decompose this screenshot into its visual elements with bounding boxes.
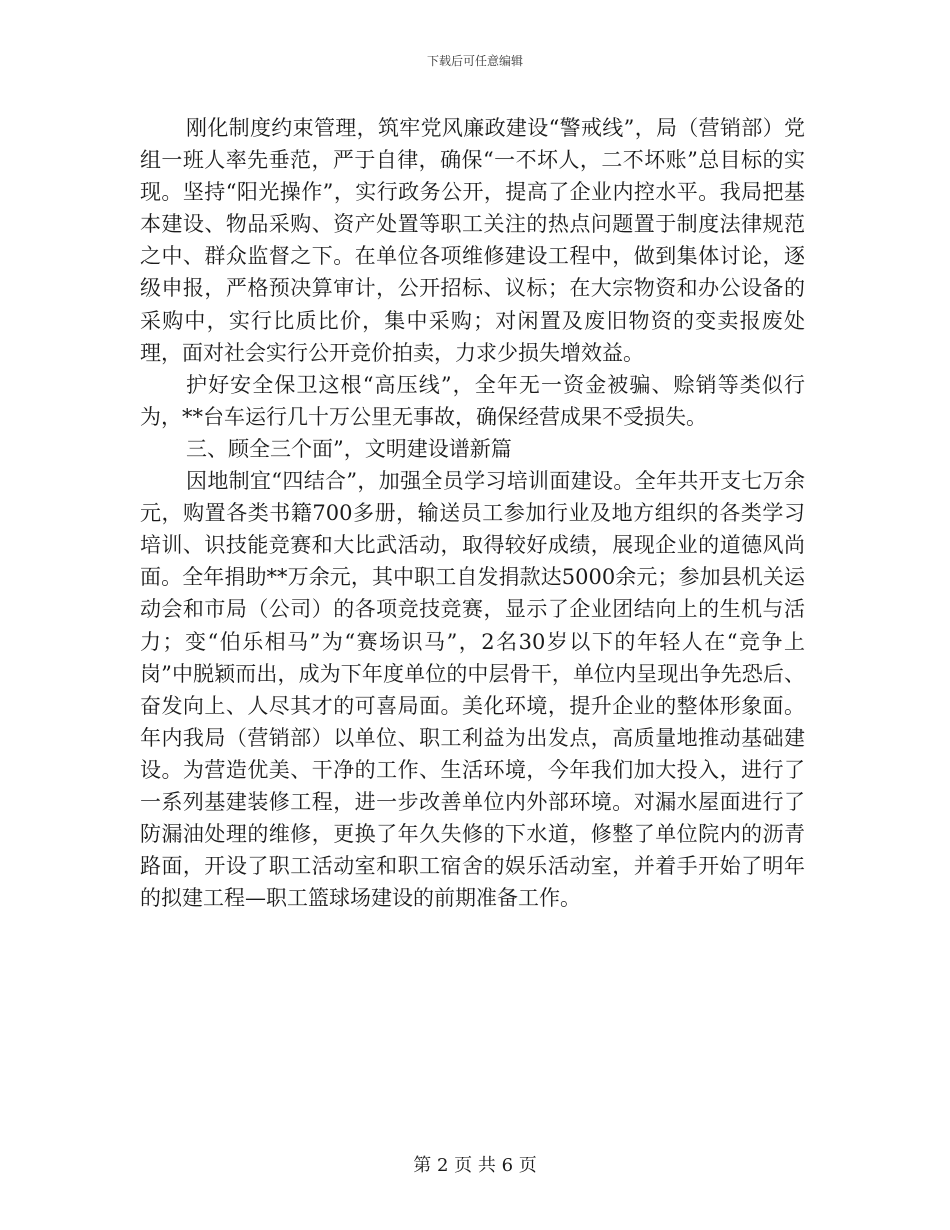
paragraph-civilization: 因地制宜“四结合”，加强全员学习培训面建设。全年共开支七万余元，购置各类书籍700多册，输送员工参加行业及地方组织的各类学习培训、识技能竞赛和大比武活动，取得较好成绩，展现企业的道德风尚面。全年捐助**万余元，其中职工自发捐款达5000余元；参加县机关运动会和市局（公司）的各项竞技竞赛，显示了企业团结向上的生机与活力；变“伯乐相马”为“赛场识马”，2名30岁以下的年轻人在“竞争上岗”中脱颖而出，成为下年度单位的中层骨干，单位内呈现出争先恐后、奋发向上、人尽其才的可喜局面。美化环境，提升企业的整体形象面。年内我局（营销部）以单位、职工利益为出发点，高质量地推动基础建设。为营造优美、干净的工作、生活环境，今年我们加大投入，进行了一系列基建装修工程，进一步改善单位内外部环境。对漏水屋面进行了防漏油处理的维修，更换了年久失修的下水道，修整了单位院内的沥青路面，开设了职工活动室和职工宿舍的娱乐活动室，并着手开始了明年的拟建工程—职工篮球场建设的前期准备工作。 (140, 469, 805, 911)
page-number-footer: 第 2 页 共 6 页 (413, 1155, 537, 1176)
page-header-note: 下载后可任意编辑 (426, 54, 523, 68)
paragraph-discipline: 刚化制度约束管理，筑牢党风廉政建设“警戒线”，局（营销部）党组一班人率先垂范，严于自律，确保“一不坏人，二不坏账”总目标的实现。坚持“阳光操作”，实行政务公开，提高了企业内控水平。我局把基本建设、物品采购、资产处置等职工关注的热点问题置于制度法律规范之中、群众监督之下。在单位各项维修建设工程中，做到集体讨论，逐级申报，严格预决算审计，公开招标、议标；在大宗物资和办公设备的采购中，实行比质比价，集中采购；对闲置及废旧物资的变卖报废处理，面对社会实行公开竞价拍卖，力求少损失增效益。 (140, 116, 805, 365)
section-heading-three: 三、顾全三个面”，文明建设谱新篇 (186, 436, 512, 461)
document-body (140, 112, 805, 914)
paragraph-security: 护好安全保卫这根“高压线”，全年无一资金被骗、赊销等类似行为，**台车运行几十万公里无事故，确保经营成果不受损失。 (140, 372, 805, 429)
